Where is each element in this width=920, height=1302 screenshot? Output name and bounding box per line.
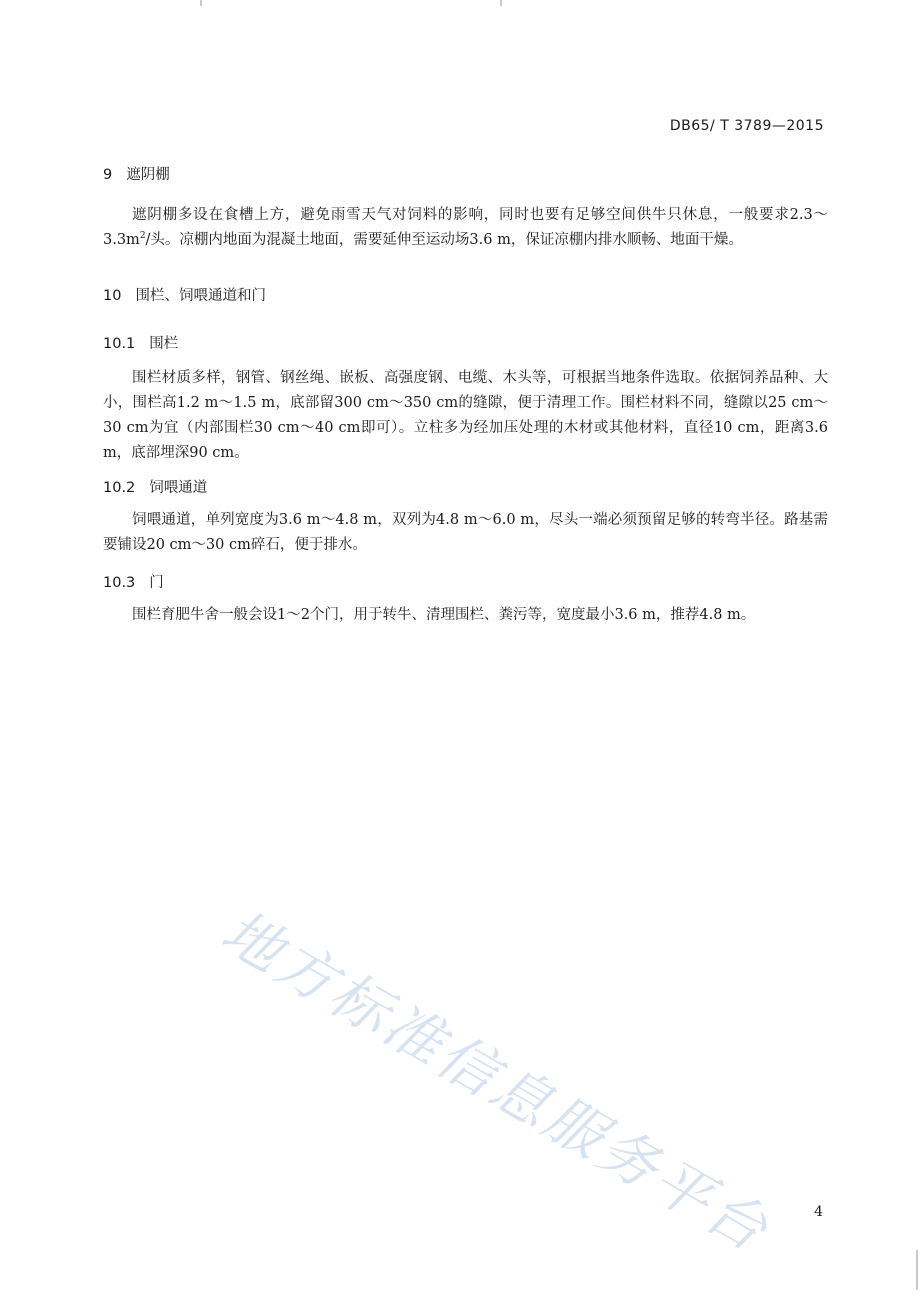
scan-edge-mark-top — [200, 0, 202, 6]
paragraph-text: 遮阴棚多设在食槽上方，避免雨雪天气对饲料的影响，同时也要有足够空间供牛只休息，一般要求2.3～3.3m — [103, 207, 828, 248]
section-10-3-paragraph: 围栏育肥牛舍一般会设1～2个门，用于转牛、清理围栏、粪污等，宽度最小3.6 m，推荐4.8 m。 — [132, 607, 756, 623]
section-number: 9 — [103, 167, 113, 183]
page-number: 4 — [814, 1204, 823, 1220]
section-10-2-paragraph: 饲喂通道，单列宽度为3.6 m～4.8 m，双列为4.8 m～6.0 m，尽头一端必须预留足够的转弯半径。路基需要铺设20 cm～30 cm碎石，便于排水。 — [103, 512, 828, 553]
section-9-paragraph — [103, 203, 828, 253]
section-number: 10.2 — [103, 480, 136, 496]
section-10-2-heading — [103, 476, 207, 497]
section-title: 围栏 — [149, 336, 179, 352]
scan-edge-mark-right — [916, 1250, 918, 1290]
section-number: 10 — [103, 288, 122, 304]
paragraph-text: /头。凉棚内地面为混凝土地面，需要延伸至运动场3.6 m，保证凉棚内排水顺畅、地面干燥。 — [145, 232, 743, 248]
section-10-1-heading — [103, 332, 178, 353]
superscript: 2 — [139, 231, 146, 242]
section-9-heading — [103, 163, 170, 184]
section-10-1-paragraph: 围栏材质多样，钢管、钢丝绳、嵌板、高强度钢、电缆、木头等，可根据当地条件选取。依据饲养品种、大小，围栏高1.2 m～1.5 m，底部留300 cm～350 cm的缝隙，便于清理工作。围栏材料不同，缝隙以25 cm～30 cm为宜（内部围栏30 cm～40 cm即可）。立柱多为经加压处理的木材或其他材料，直径10 cm，距离3.6 m，底部埋深90 cm。 — [103, 370, 828, 461]
watermark-text: 地方标准信息服务平台 — [210, 896, 782, 1266]
section-number: 10.1 — [103, 336, 136, 352]
scan-edge-mark-top — [500, 0, 502, 6]
section-10-heading — [103, 284, 266, 305]
section-title: 遮阴棚 — [126, 167, 170, 183]
section-10-3-heading — [103, 571, 164, 592]
section-title: 围栏、饲喂通道和门 — [135, 288, 266, 304]
section-number: 10.3 — [103, 575, 136, 591]
document-code: DB65/ T 3789—2015 — [669, 118, 824, 134]
section-title: 饲喂通道 — [149, 480, 208, 496]
section-title: 门 — [149, 575, 164, 591]
